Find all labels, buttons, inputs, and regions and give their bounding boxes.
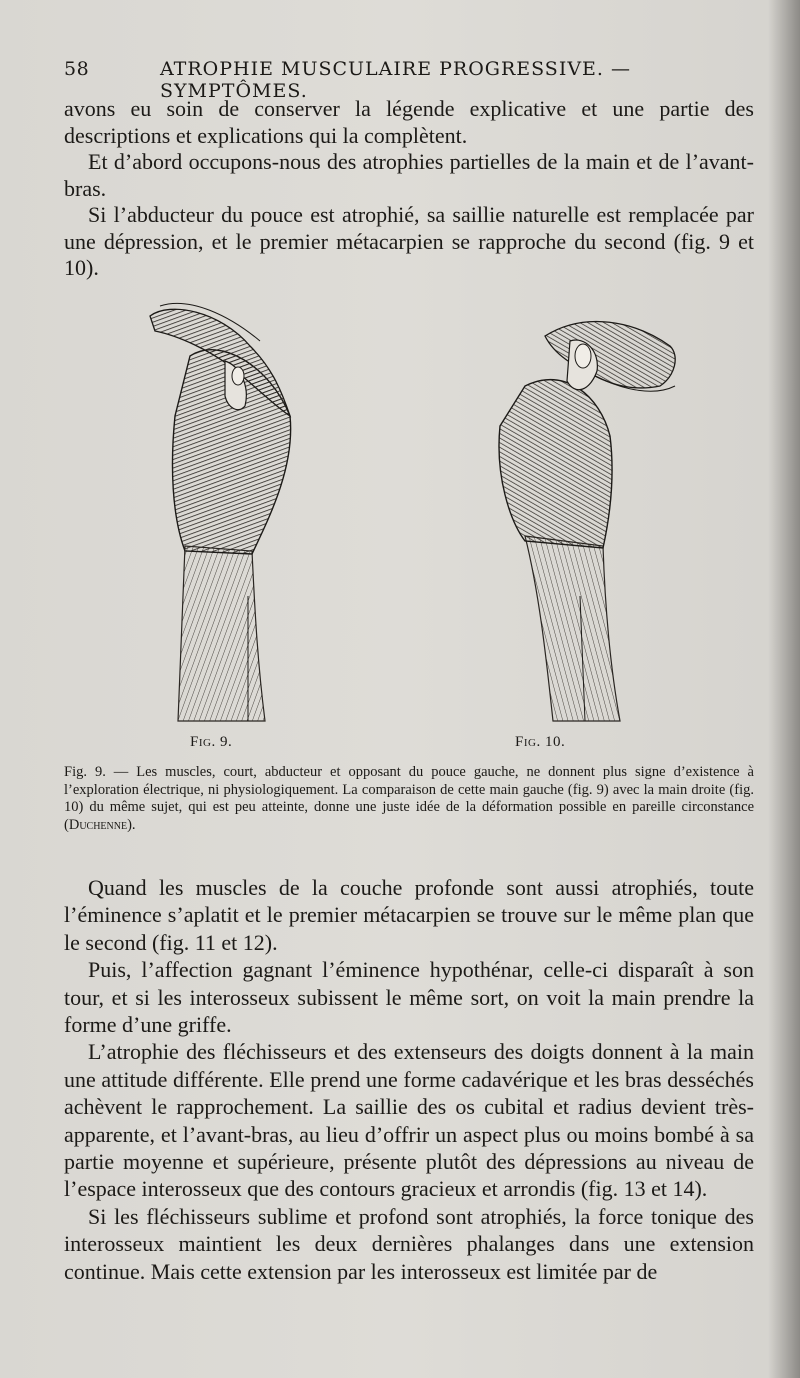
caption-end: ). [127,816,136,833]
fig10-label: Fig. 10. [515,734,566,750]
running-header [64,58,754,102]
page-number: 58 [64,58,90,80]
running-title: ATROPHIE MUSCULAIRE PROGRESSIVE. — SYMPTÔMES. [160,58,631,102]
paragraph: Si l’abducteur du pouce est atrophié, sa saillie naturelle est remplacée par une dépression, et le premier métacarpien se rapproche du second (fig. 9 et 10). [64,202,754,280]
paragraph: L’atrophie des fléchisseurs et des extenseurs des doigts donnent à la main une attitude différente. Elle prend une forme cadavérique et les bras desséchés achèvent le rapprochement. La saillie des os cubital et radius devient très-apparente, et l’avant-bras, au lieu d’offrir un aspect plus ou moins bombé à sa partie moyenne et supérieure, présente plutôt des dépressions au niveau de l’espace interosseux que des contours gracieux et arrondis (fig. 13 et 14). [64,1039,754,1202]
caption-author: Duchenne [68,816,128,833]
figures-area [120,296,700,756]
caption-text: Fig. 9. — Les muscles, court, abducteur et opposant du pouce gauche, ne donnent plus signe d’existence à l’exploration électrique, ni physiologiquement. La comparaison de cette main gauche (fig. 9) avec la main droite (fig. 10) du même sujet, qui est peu atteinte, donne une juste idée de la déformation possible en pareille circonstance ( [64,764,754,833]
body-text-bottom [64,874,754,1285]
body-text-top [64,96,754,282]
paragraph: Quand les muscles de la couche profonde sont aussi atrophiés, toute l’éminence s’aplatit et le premier métacarpien se trouve sur le même plan que le second (fig. 11 et 12). [64,875,754,955]
paragraph: Puis, l’affection gagnant l’éminence hypothénar, celle-ci disparaît à son tour, et si les interosseux subissent le même sort, on voit la main prendre la forme d’une griffe. [64,957,754,1038]
paragraph: Si les fléchisseurs sublime et profond sont atrophiés, la force tonique des interosseux maintient les deux dernières phalanges dans une extension continue. Mais cette extension par les interosseux est limitée par de [64,1203,754,1284]
paragraph: avons eu soin de conserver la légende explicative et une partie des descriptions et explications qui la complètent. [64,96,754,148]
fig10-hand-illustration [485,296,695,726]
paragraph: Et d’abord occupons-nous des atrophies partielles de la main et de l’avant-bras. [64,149,754,201]
fig9-hand-illustration [130,296,330,726]
figure-caption [64,764,754,834]
fig9-label: Fig. 9. [190,734,233,750]
